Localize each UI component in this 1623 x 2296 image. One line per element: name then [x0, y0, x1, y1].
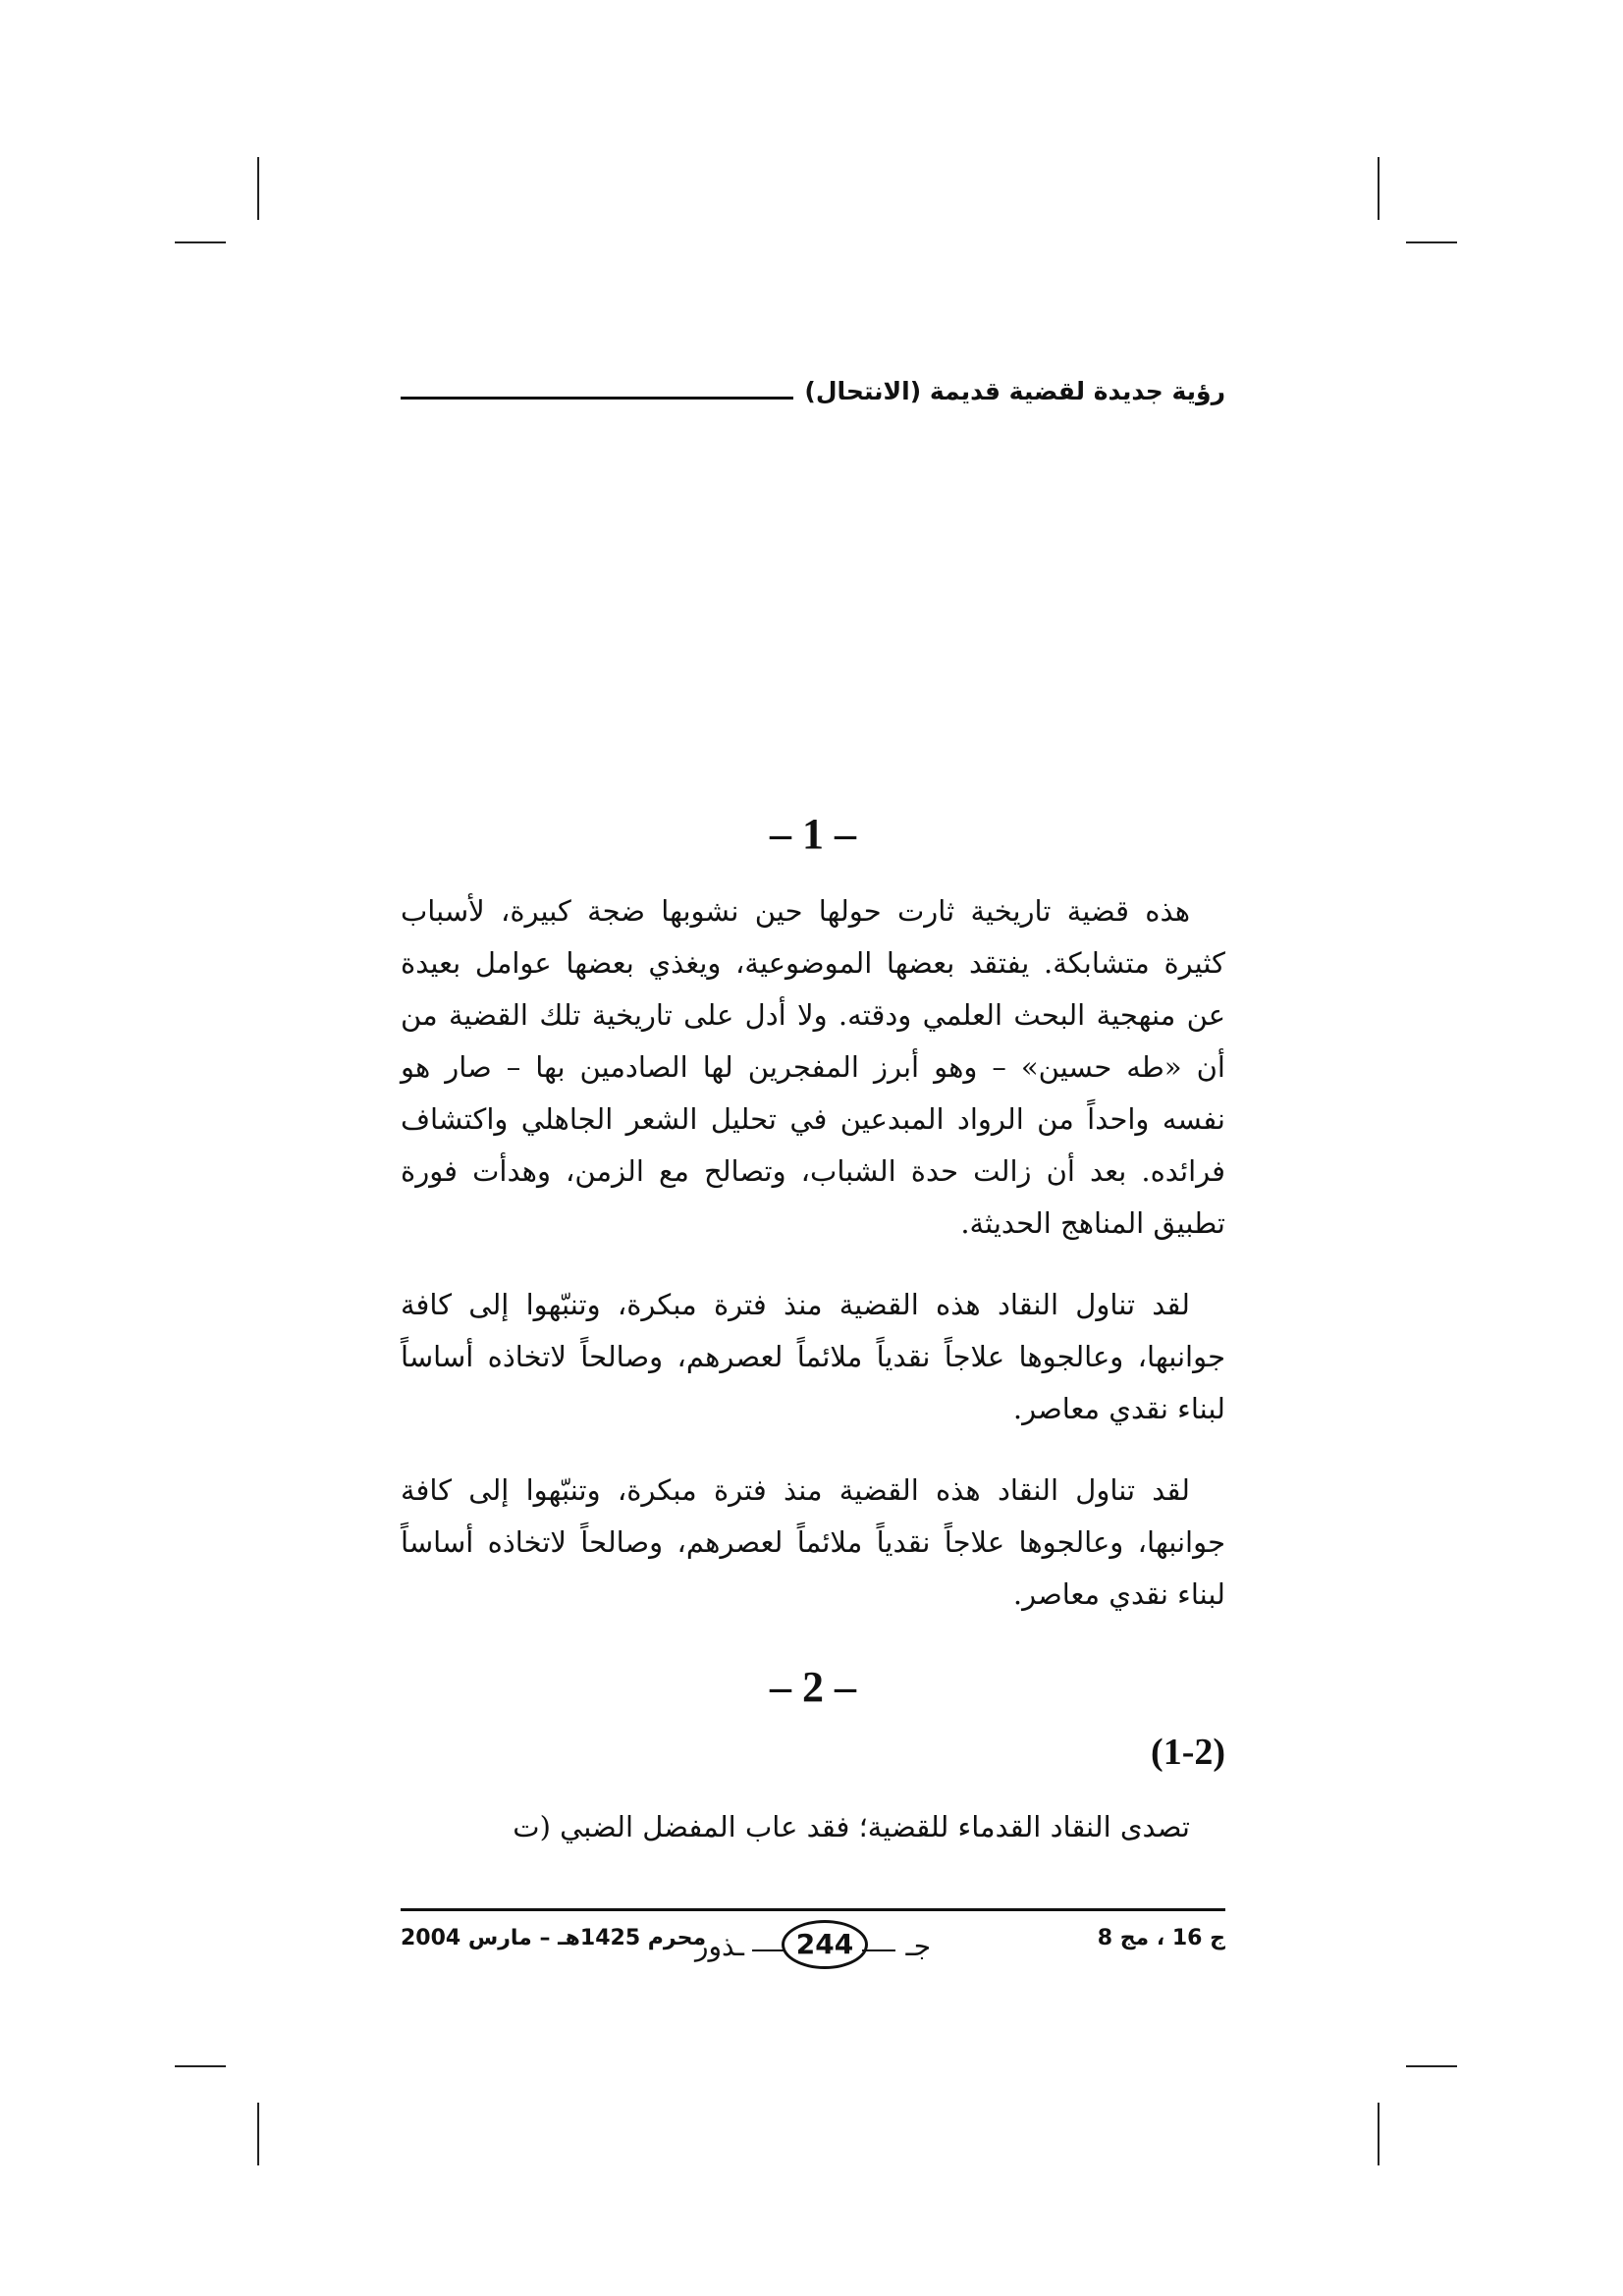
running-head-rule [401, 397, 793, 400]
section-heading-2: – 2 – [770, 1663, 856, 1711]
journal-logo-right-part: جـ [905, 1930, 931, 1962]
crop-mark-bottom-left-horizontal [175, 2065, 226, 2067]
footer-rule [401, 1908, 1225, 1911]
crop-mark-top-right-horizontal [1406, 241, 1457, 243]
subsection-heading: (1-2) [1151, 1732, 1225, 1773]
crop-mark-bottom-right-vertical [1378, 2103, 1380, 2165]
logo-connector-right [862, 1949, 895, 1951]
page-number: 244 [782, 1920, 868, 1969]
crop-mark-bottom-left-vertical [257, 2103, 259, 2165]
journal-logo [695, 1916, 931, 1971]
page-footer [401, 1908, 1225, 1977]
article-body [401, 805, 1225, 1853]
section-heading-1: – 1 – [770, 810, 856, 858]
paragraph: لقد تناول النقاد هذه القضية منذ فترة مبكرة، وتنبّهوا إلى كافة جوانبها، وعالجوها علاجاً نقدياً ملائماً لعصرهم، وصالحاً لاتخاذه أساساً لبناء نقدي معاصر. [401, 1473, 1225, 1611]
footer-volume: ج 16 ، مج 8 [1097, 1926, 1225, 1950]
crop-mark-top-right-vertical [1378, 157, 1380, 220]
crop-mark-bottom-right-horizontal [1406, 2065, 1457, 2067]
running-head [401, 375, 1225, 424]
paragraph: هذه قضية تاريخية ثارت حولها حين نشوبها ضجة كبيرة، لأسباب كثيرة متشابكة. يفتقد بعضها الموضوعية، ويغذي بعضها عوامل بعيدة عن منهجية البحث العلمي ودقته. ولا أدل على تاريخية تلك القضية من أن «طه حسين» – وهو أبرز المفجرين لها الصادمين بها – صار هو نفسه واحداً من الرواد المبدعين في تحليل الشعر الجاهلي واكتشاف فرائده. بعد أن زالت حدة الشباب، وتصالح مع الزمن، وهدأت فورة تطبيق المناهج الحديثة. [401, 894, 1225, 1240]
footer-date: محرم 1425هـ – مارس 2004 [401, 1926, 707, 1950]
running-head-title: رؤية جديدة لقضية قديمة (الانتحال) [804, 377, 1225, 405]
paragraph: تصدى النقاد القدماء للقضية؛ فقد عاب المفضل الضبي (ت [513, 1810, 1190, 1843]
paragraph: لقد تناول النقاد هذه القضية منذ فترة مبكرة، وتنبّهوا إلى كافة جوانبها، وعالجوها علاجاً نقدياً ملائماً لعصرهم، وصالحاً لاتخاذه أساساً لبناء نقدي معاصر. [401, 1288, 1225, 1425]
logo-connector-left [752, 1949, 784, 1951]
journal-logo-left-part: ـذور [695, 1930, 744, 1962]
crop-mark-top-left-horizontal [175, 241, 226, 243]
crop-mark-top-left-vertical [257, 157, 259, 220]
